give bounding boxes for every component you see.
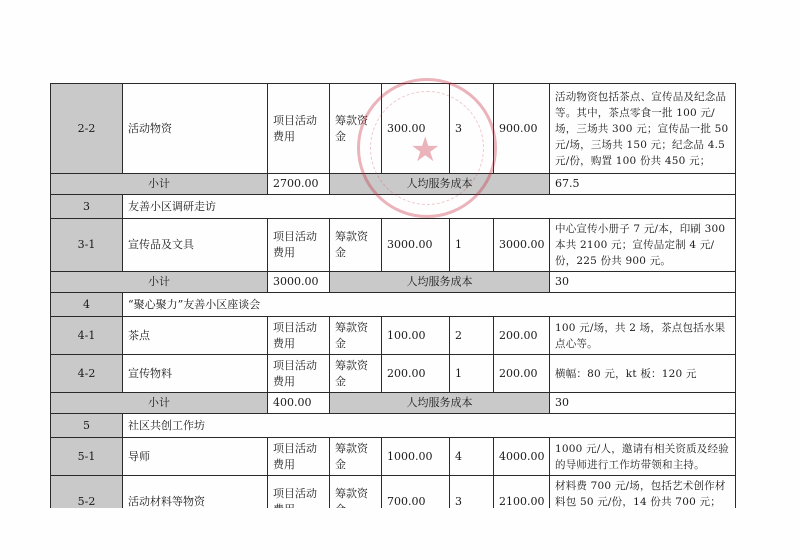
item-name: 宣传品及文具 xyxy=(123,219,268,272)
cost-category: 项目活动费用 xyxy=(268,355,330,393)
cost-category: 项目活动费用 xyxy=(268,438,330,476)
fund-source: 筹款资金 xyxy=(330,317,382,355)
cost-category: 项目活动费用 xyxy=(268,84,330,174)
quantity: 2 xyxy=(450,317,494,355)
quantity: 3 xyxy=(450,476,494,529)
subtotal-amount: 400.00 xyxy=(268,393,330,414)
quantity: 1 xyxy=(450,355,494,393)
subtotal-amount: 3000.00 xyxy=(268,272,330,293)
per-capita-label: 人均服务成本 xyxy=(330,393,550,414)
star-icon: ★ xyxy=(410,130,441,170)
unit-price: 100.00 xyxy=(382,317,450,355)
total-amount: 900.00 xyxy=(494,84,550,174)
section-row xyxy=(51,195,736,219)
item-name: 导师 xyxy=(123,438,268,476)
total-amount: 4000.00 xyxy=(494,438,550,476)
subtotal-row xyxy=(51,393,736,414)
cost-category: 项目活动费用 xyxy=(268,219,330,272)
remark: 横幅：80 元，kt 板：120 元 xyxy=(550,355,736,393)
cost-category: 项目活动费用 xyxy=(268,317,330,355)
subtotal-amount: 2700.00 xyxy=(268,174,330,195)
unit-price: 300.00 xyxy=(382,84,450,174)
per-capita-value: 67.5 xyxy=(550,174,736,195)
item-name: 宣传物料 xyxy=(123,355,268,393)
subtotal-label: 小计 xyxy=(51,393,268,414)
section-title: “聚心聚力”友善小区座谈会 xyxy=(123,293,736,317)
table-row xyxy=(51,355,736,393)
quantity: 4 xyxy=(450,438,494,476)
section-number: 4 xyxy=(51,293,123,317)
unit-price: 700.00 xyxy=(382,476,450,529)
fund-source: 筹款资金 xyxy=(330,84,382,174)
fund-source: 筹款资金 xyxy=(330,438,382,476)
table-row xyxy=(51,84,736,174)
per-capita-label: 人均服务成本 xyxy=(330,272,550,293)
quantity: 3 xyxy=(450,84,494,174)
fund-source: 筹款资金 xyxy=(330,355,382,393)
row-number: 2-2 xyxy=(51,84,123,174)
remark: 材料费 700 元/场，包括艺术创作材料包 50 元/份，14 份共 700 元； xyxy=(550,476,736,529)
row-number: 5-2 xyxy=(51,476,123,529)
per-capita-value: 30 xyxy=(550,272,736,293)
section-number: 3 xyxy=(51,195,123,219)
section-row xyxy=(51,293,736,317)
row-number: 4-2 xyxy=(51,355,123,393)
budget-table xyxy=(50,83,736,529)
row-number: 5-1 xyxy=(51,438,123,476)
per-capita-label: 人均服务成本 xyxy=(330,174,550,195)
section-title: 社区共创工作坊 xyxy=(123,414,736,438)
remark: 1000 元/人，邀请有相关资质及经验的导师进行工作坊带领和主持。 xyxy=(550,438,736,476)
table-row xyxy=(51,317,736,355)
total-amount: 3000.00 xyxy=(494,219,550,272)
remark: 中心宣传小册子 7 元/本，印刷 300 本共 2100 元；宣传品定制 4 元/份，225 份共 900 元。 xyxy=(550,219,736,272)
item-name: 活动材料等物资 xyxy=(123,476,268,529)
item-name: 活动物资 xyxy=(123,84,268,174)
unit-price: 200.00 xyxy=(382,355,450,393)
unit-price: 3000.00 xyxy=(382,219,450,272)
table-row xyxy=(51,438,736,476)
total-amount: 200.00 xyxy=(494,317,550,355)
page-bottom-margin xyxy=(0,508,800,560)
subtotal-label: 小计 xyxy=(51,174,268,195)
subtotal-row xyxy=(51,272,736,293)
unit-price: 1000.00 xyxy=(382,438,450,476)
subtotal-row xyxy=(51,174,736,195)
row-number: 3-1 xyxy=(51,219,123,272)
item-name: 茶点 xyxy=(123,317,268,355)
fund-source: 筹款资金 xyxy=(330,219,382,272)
section-row xyxy=(51,414,736,438)
row-number: 4-1 xyxy=(51,317,123,355)
remark: 100 元/场，共 2 场，茶点包括水果点心等。 xyxy=(550,317,736,355)
subtotal-label: 小计 xyxy=(51,272,268,293)
total-amount: 2100.00 xyxy=(494,476,550,529)
cost-category: 项目活动 xyxy=(268,476,330,529)
quantity: 1 xyxy=(450,219,494,272)
table-row xyxy=(51,219,736,272)
section-number: 5 xyxy=(51,414,123,438)
fund-source: 筹款资 xyxy=(330,476,382,529)
total-amount: 200.00 xyxy=(494,355,550,393)
remark: 活动物资包括茶点、宣传品及纪念品等。其中，茶点零食一批 100 元/场，三场共 300 元；宣传品一批 50 元/场，三场共 150 元；纪念品 4.5 元/份，购置 100 份共 450 元； xyxy=(550,84,736,174)
section-title: 友善小区调研走访 xyxy=(123,195,736,219)
per-capita-value: 30 xyxy=(550,393,736,414)
